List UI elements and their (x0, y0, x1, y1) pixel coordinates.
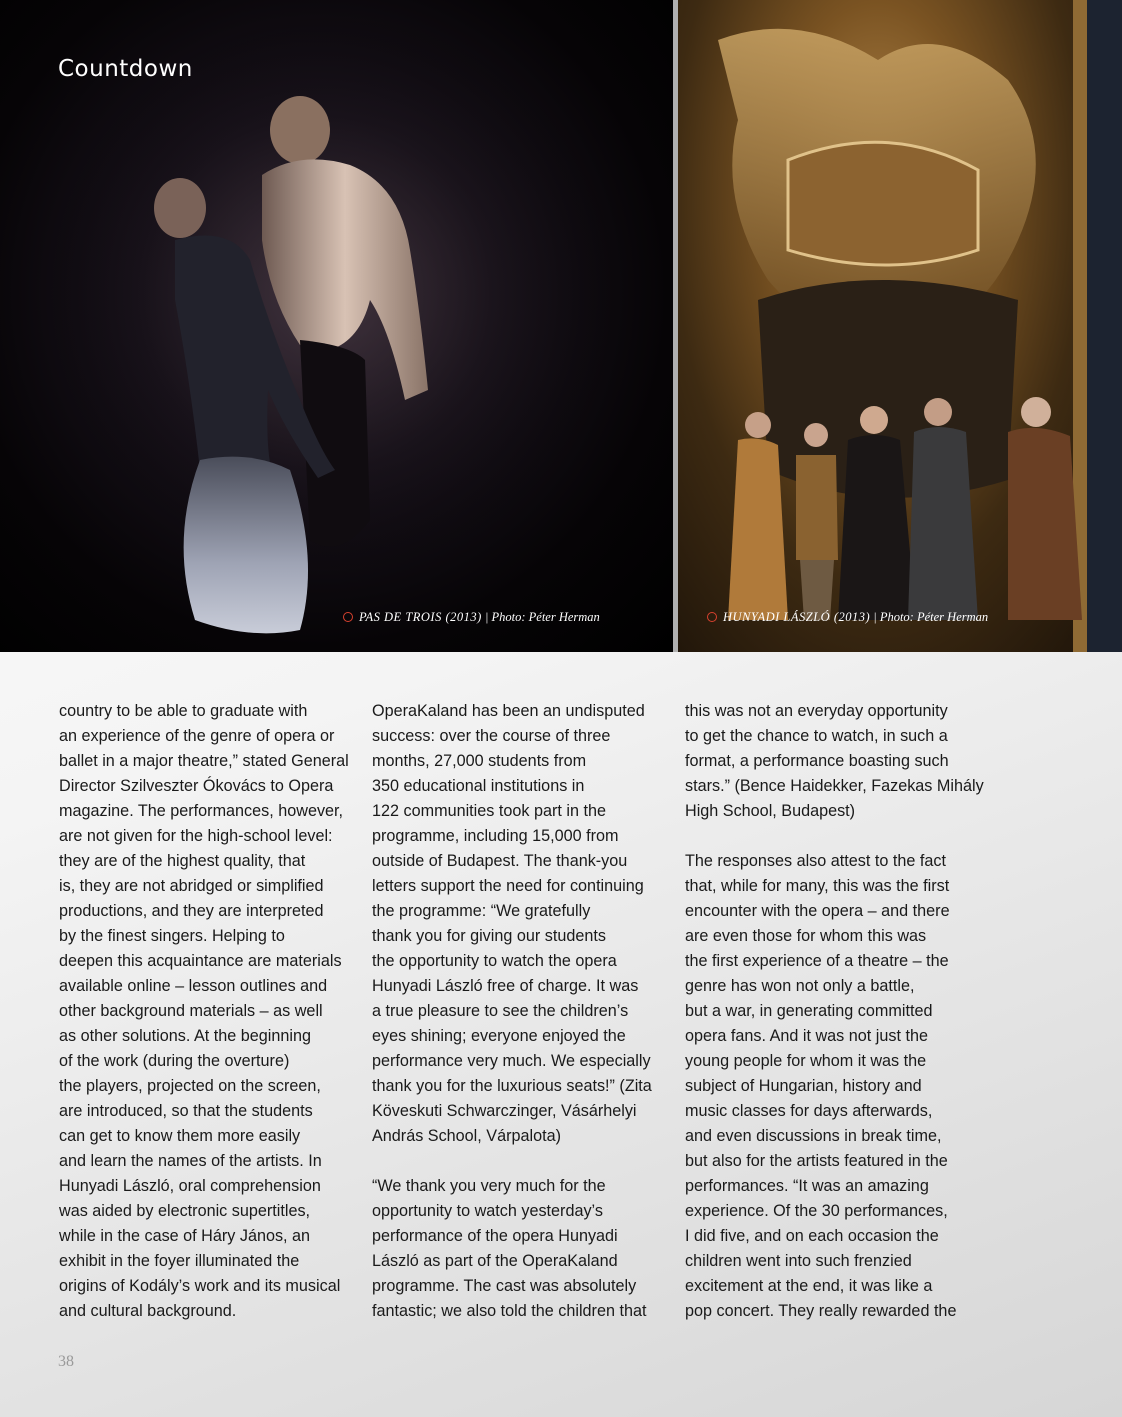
text-line: “We thank you very much for the (372, 1177, 606, 1195)
paragraph (372, 1174, 672, 1324)
text-line: of the work (during the overture) (59, 1052, 290, 1070)
text-line: opportunity to watch yesterday’s (372, 1202, 603, 1220)
text-line: a true pleasure to see the children’s (372, 1002, 629, 1020)
text-line: children went into such frenzied (685, 1252, 912, 1270)
paragraph (685, 699, 985, 824)
text-line: the first experience of a theatre – the (685, 952, 949, 970)
page-number: 38 (58, 1353, 74, 1370)
photo-spread (0, 0, 1122, 652)
text-line: music classes for days afterwards, (685, 1102, 933, 1120)
text-line: magazine. The performances, however, (59, 802, 344, 820)
paragraph (372, 699, 672, 1149)
text-line: experience. Of the 30 performances, (685, 1202, 948, 1220)
caption-ring-icon (343, 612, 353, 622)
text-line: programme. The cast was absolutely (372, 1277, 637, 1295)
text-line: and even discussions in break time, (685, 1127, 942, 1145)
text-line: but a war, in generating committed (685, 1002, 933, 1020)
text-line: they are of the highest quality, that (59, 852, 306, 870)
caption-ring-icon (707, 612, 717, 622)
text-line: deepen this acquaintance are materials (59, 952, 342, 970)
text-line: I did five, and on each occasion the (685, 1227, 939, 1245)
opera-cast-illustration (678, 0, 1122, 652)
text-line: High School, Budapest) (685, 802, 856, 820)
text-line: fantastic; we also told the children that (372, 1302, 647, 1320)
opera-photo (678, 0, 1122, 652)
text-line: opera fans. And it was not just the (685, 1027, 928, 1045)
text-line: András School, Várpalota) (372, 1127, 561, 1145)
text-line: are not given for the high-school level: (59, 827, 333, 845)
text-line: eyes shining; everyone enjoyed the (372, 1027, 626, 1045)
dancers-illustration (0, 0, 673, 652)
text-line: are introduced, so that the students (59, 1102, 313, 1120)
text-line: outside of Budapest. The thank-you (372, 852, 628, 870)
text-line: 350 educational institutions in (372, 777, 585, 795)
text-line: is, they are not abridged or simplified (59, 877, 324, 895)
caption-credit: | Photo: Péter Herman (870, 610, 989, 624)
text-line: László as part of the OperaKaland (372, 1252, 618, 1270)
text-line: but also for the artists featured in the (685, 1152, 948, 1170)
text-line: and cultural background. (59, 1302, 237, 1320)
text-line: and learn the names of the artists. In (59, 1152, 322, 1170)
text-line: letters support the need for continuing (372, 877, 644, 895)
text-line: performance very much. We especially (372, 1052, 651, 1070)
text-line: months, 27,000 students from (372, 752, 587, 770)
text-line: country to be able to graduate with (59, 702, 308, 720)
text-line: available online – lesson outlines and (59, 977, 328, 995)
text-line: this was not an everyday opportunity (685, 702, 948, 720)
text-line: thank you for the luxurious seats!” (Zita (372, 1077, 652, 1095)
text-line: origins of Kodály’s work and its musical (59, 1277, 341, 1295)
text-line: Director Szilveszter Ókovács to Opera (59, 777, 334, 795)
text-line: performances. “It was an amazing (685, 1177, 929, 1195)
text-line: format, a performance boasting such (685, 752, 949, 770)
text-line: other background materials – as well (59, 1002, 323, 1020)
text-line: ballet in a major theatre,” stated General (59, 752, 349, 770)
article-column-1 (59, 699, 359, 1349)
caption-work-title: HUNYADI LÁSZLÓ (2013) (723, 610, 871, 624)
text-line: productions, and they are interpreted (59, 902, 324, 920)
text-line: the opportunity to watch the opera (372, 952, 617, 970)
paragraph (685, 849, 985, 1324)
text-line: exhibit in the foyer illuminated the (59, 1252, 300, 1270)
article-column-2 (372, 699, 672, 1349)
text-line: performance of the opera Hunyadi (372, 1227, 618, 1245)
text-line: Hunyadi László free of charge. It was (372, 977, 639, 995)
text-line: young people for whom it was the (685, 1052, 927, 1070)
text-line: encounter with the opera – and there (685, 902, 950, 920)
text-line: success: over the course of three (372, 727, 611, 745)
text-line: while in the case of Háry János, an (59, 1227, 311, 1245)
text-line: stars.” (Bence Haidekker, Fazekas Mihály (685, 777, 984, 795)
text-line: thank you for giving our students (372, 927, 606, 945)
left-photo-caption (343, 610, 600, 625)
text-line: Hunyadi László, oral comprehension (59, 1177, 321, 1195)
text-line: excitement at the end, it was like a (685, 1277, 933, 1295)
text-line: programme, including 15,000 from (372, 827, 619, 845)
text-line: the players, projected on the screen, (59, 1077, 321, 1095)
section-title: Countdown (58, 56, 193, 82)
text-line: was aided by electronic supertitles, (59, 1202, 311, 1220)
text-line: 122 communities took part in the (372, 802, 606, 820)
text-line: an experience of the genre of opera or (59, 727, 335, 745)
caption-work-title: PAS DE TROIS (2013) (359, 610, 482, 624)
text-line: the programme: “We gratefully (372, 902, 591, 920)
caption-credit: | Photo: Péter Herman (481, 610, 600, 624)
right-photo-caption (707, 610, 988, 625)
text-line: by the finest singers. Helping to (59, 927, 285, 945)
text-line: can get to know them more easily (59, 1127, 301, 1145)
text-line: are even those for whom this was (685, 927, 927, 945)
text-line: as other solutions. At the beginning (59, 1027, 311, 1045)
text-line: subject of Hungarian, history and (685, 1077, 922, 1095)
text-line: that, while for many, this was the first (685, 877, 950, 895)
text-line: Köveskuti Schwarczinger, Vásárhelyi (372, 1102, 637, 1120)
text-line: genre has won not only a battle, (685, 977, 915, 995)
text-line: The responses also attest to the fact (685, 852, 946, 870)
paragraph (59, 699, 359, 1324)
dance-photo (0, 0, 673, 652)
article-column-3 (685, 699, 985, 1349)
text-line: OperaKaland has been an undisputed (372, 702, 645, 720)
text-line: pop concert. They really rewarded the (685, 1302, 957, 1320)
text-line: to get the chance to watch, in such a (685, 727, 948, 745)
